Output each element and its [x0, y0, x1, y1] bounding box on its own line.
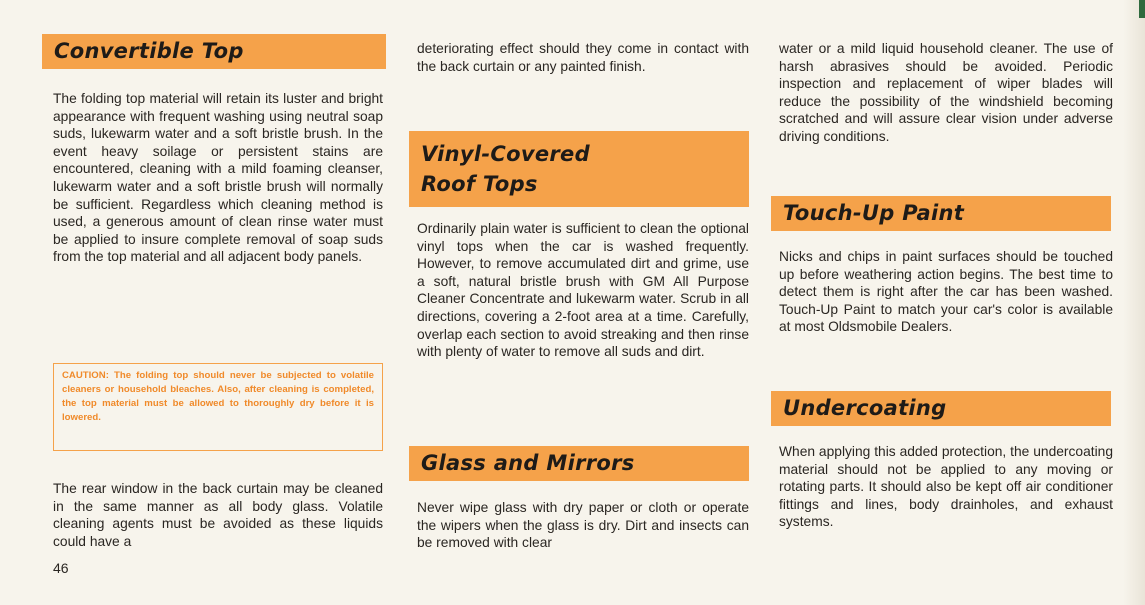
- heading-touch-up-paint: Touch-Up Paint: [771, 196, 1111, 231]
- heading-vinyl-line1: Vinyl-Covered: [421, 142, 590, 166]
- page-number: 46: [53, 560, 69, 576]
- continuation-paragraph: deteriorating effect should they come in contact with the back curtain or any painted finish.: [417, 41, 749, 74]
- glass-mirrors-paragraph: Never wipe glass with dry paper or cloth or operate the wipers when the glass is dry. Dirt and insects can be removed with clear: [417, 500, 749, 551]
- page-edge: [1123, 0, 1145, 605]
- glass-continuation-paragraph: water or a mild liquid household cleaner. The use of harsh abrasives should be avoided. Periodic inspection and replacement of wiper blades will reduce the possibility of the windshield becoming scratched and will assure clear vision under adverse driving conditions.: [779, 41, 1113, 144]
- caution-box: CAUTION: The folding top should never be subjected to volatile cleaners or household bleaches. Also, after cleaning is completed, the top material must be allowed to thoroughly dry before it is lowered.: [53, 363, 383, 451]
- heading-convertible-top: Convertible Top: [42, 34, 386, 69]
- touch-up-paragraph: Nicks and chips in paint surfaces should be touched up before weathering action begins. The best time to detect them is right after the car has been washed. Touch-Up Paint to match your car's color is available at most Oldsmobile Dealers.: [779, 249, 1113, 335]
- heading-glass-mirrors: Glass and Mirrors: [409, 446, 749, 481]
- heading-vinyl-line2: Roof Tops: [421, 172, 538, 196]
- rear-window-paragraph: The rear window in the back curtain may be cleaned in the same manner as all body glass. Volatile cleaning agents must be avoided as these liquids could have a: [53, 481, 383, 549]
- heading-vinyl-roof: [409, 131, 749, 207]
- undercoating-paragraph: When applying this added protection, the undercoating material should not be applied to any moving or rotating parts. It should also be kept off air conditioner fittings and lines, body drainholes, and exhaust systems.: [779, 444, 1113, 530]
- convertible-top-paragraph: The folding top material will retain its luster and bright appearance with frequent washing using neutral soap suds, lukewarm water and a soft bristle brush. In the event heavy soilage or persistent stains are encountered, cleaning with a mild foaming cleanser, lukewarm water and a soft bristle brush will normally be sufficient. Regardless which cleaning method is used, a generous amount of clean rinse water must be applied to insure complete removal of soap suds from the top material and all adjacent body panels.: [53, 91, 383, 265]
- heading-undercoating: Undercoating: [771, 391, 1111, 426]
- page-edge-tab: [1139, 0, 1145, 18]
- vinyl-roof-paragraph: Ordinarily plain water is sufficient to clean the optional vinyl tops when the car is washed frequently. However, to remove accumulated dirt and grime, use a soft, natural bristle brush with GM All Purpose Cleaner Concentrate and lukewarm water. Scrub in all directions, covering a 2-foot area at a time. Carefully, overlap each section to avoid streaking and then rinse with plenty of water to remove all suds and dirt.: [417, 221, 749, 360]
